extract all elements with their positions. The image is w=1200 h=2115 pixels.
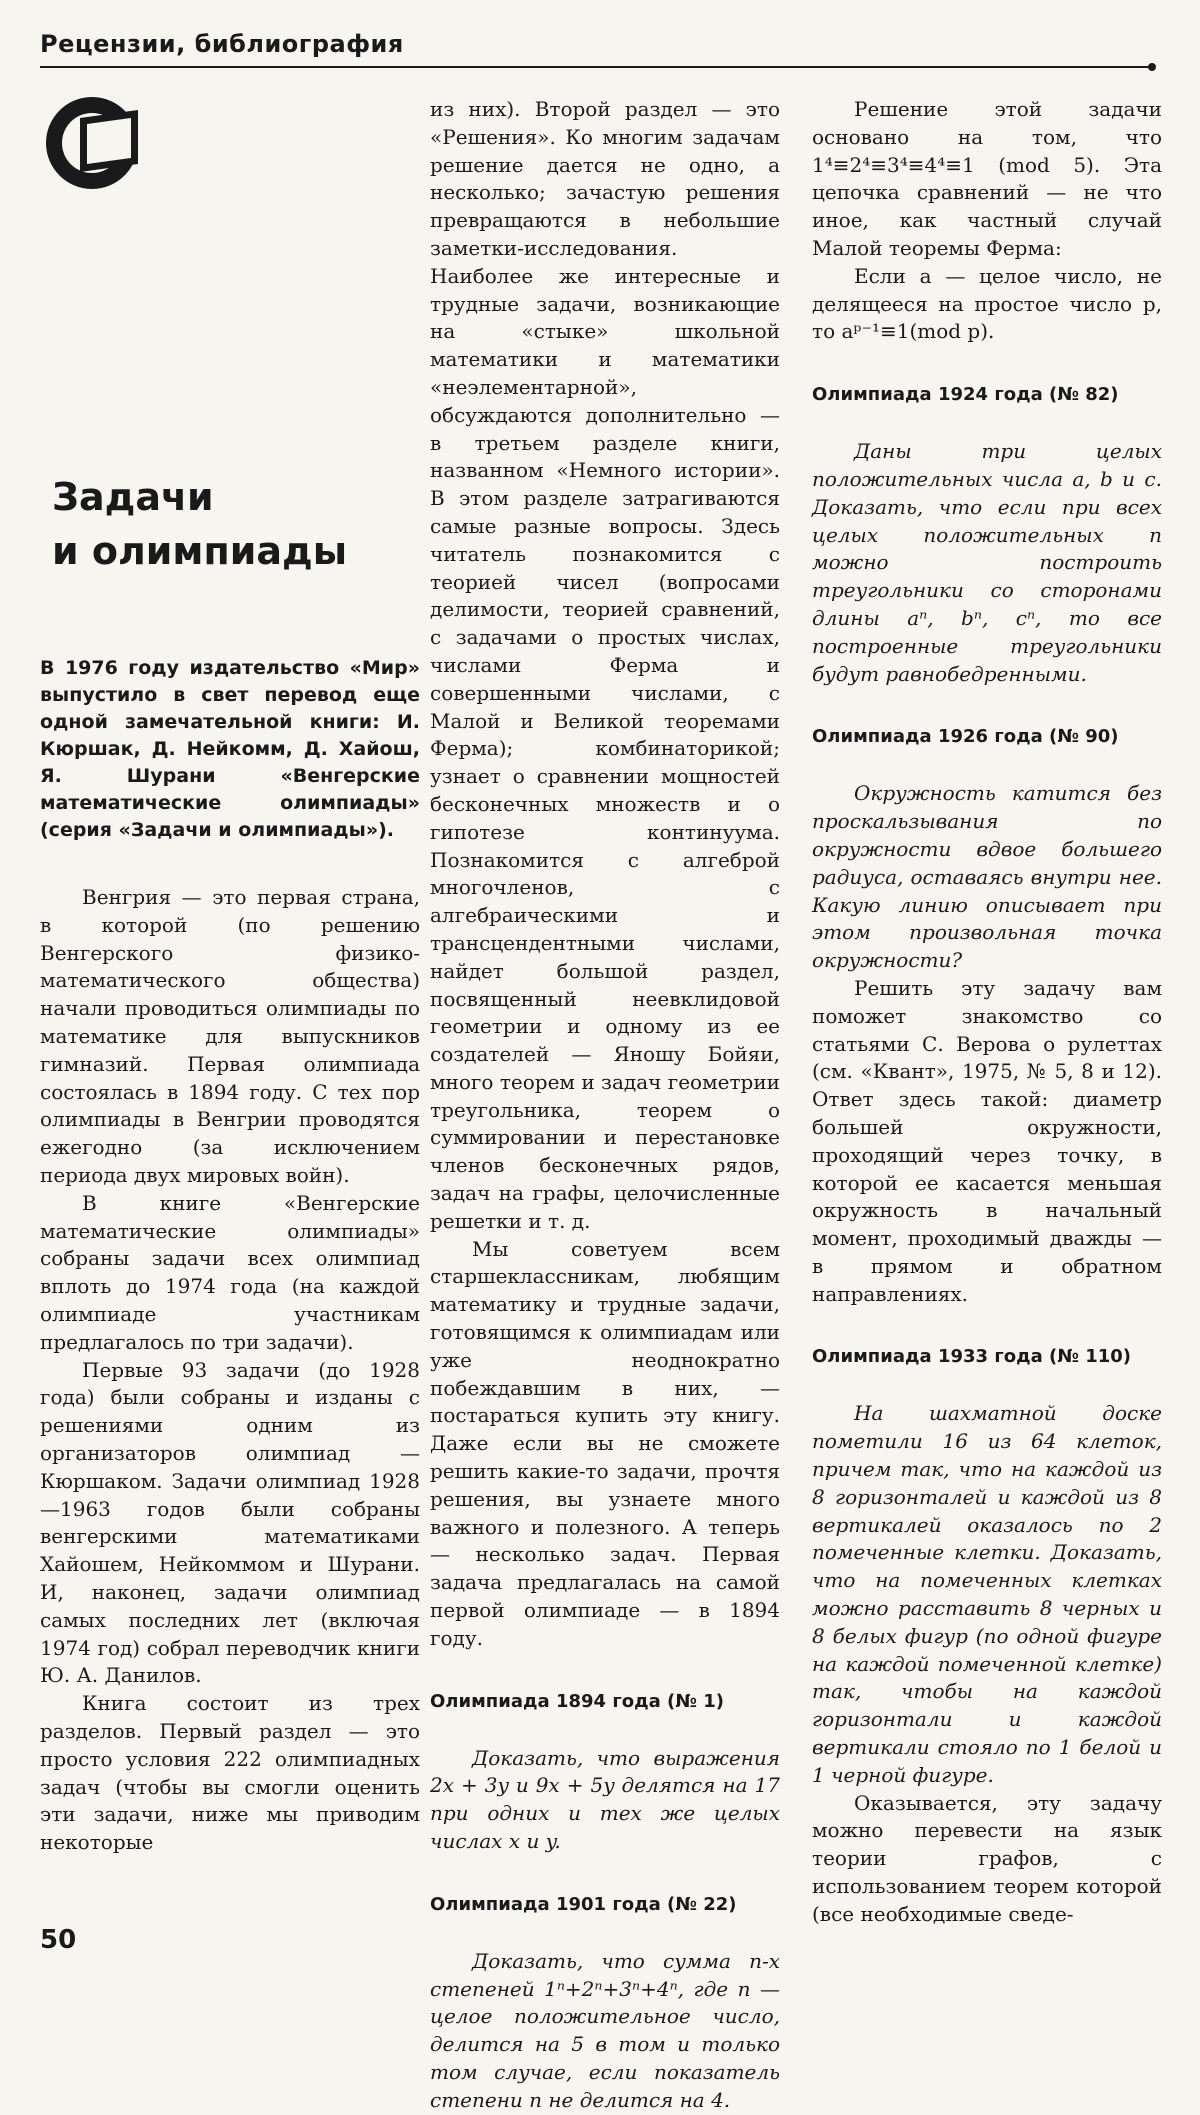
magazine-logo-icon: [40, 88, 150, 198]
intro-lead: В 1976 году издательство «Мир» выпустило в свет перевод еще одной замечательной книги: И. Кюршак, Д. Нейкомм, Д. Хайош, Я. Шурани «Венгерские математические олимпиады» (серия «Задачи и олимпиады»).: [40, 657, 420, 841]
page-number: 50: [40, 1925, 77, 1955]
olympiad-heading: Олимпиада 1894 года (№ 1): [430, 1690, 724, 1712]
olympiad-heading: Олимпиада 1901 года (№ 22): [430, 1893, 737, 1915]
problem-text: Доказать, что выражения 2x + 3y и 9x + 5y делятся на 17 при одних и тех же целых числах x и y.: [430, 1745, 780, 1854]
paragraph: Первые 93 задачи (до 1928 года) были собраны и изданы с решениями одним из организаторов олимпиад — Кюршаком. Задачи олимпиад 1928—1963 годов были собраны венгерскими математиками Хайошем, Нейкоммом и Шурани. И, наконец, задачи олимпиад самых последних лет (включая 1974 год) собрал переводчик книги Ю. А. Данилов.: [40, 1357, 420, 1688]
paragraph: Венгрия — это первая страна, в которой (по решению Венгерского физико-математического общества) начали проводиться олимпиады по математике для выпускников гимназий. Первая олимпиада состоялась в 1894 году. С тех пор олимпиады в Венгрии проводятся ежегодно (за исключением периода двух мировых войн).: [40, 885, 420, 1187]
problem-text: На шахматной доске пометили 16 из 64 клеток, причем так, что на каждой из 8 горизонталей и каждой из 8 вертикалей оказалось по 2 помеченные клетки. Доказать, что на помеченных клетках можно расставить 8 черных и 8 белых фигур (по одной фигуре на каждой помеченной клетке) так, чтобы на каждой горизонтали и каждой вертикали стояло по 1 белой и 1 черной фигуре.: [812, 1401, 1162, 1787]
title-line-1: Задачи: [52, 475, 214, 519]
olympiad-heading: Олимпиада 1924 года (№ 82): [812, 384, 1119, 406]
olympiad-heading: Олимпиада 1933 года (№ 110): [812, 1346, 1131, 1368]
problem-text: Окружность катится без проскальзывания по окружности вдвое большего радиуса, оставаясь внутри нее. Какую линию описывает при этом произвольная точка окружности?: [812, 781, 1162, 973]
solution-text: Оказывается, эту задачу можно перевести на язык теории графов, с использованием теорем которой (все необходимые сведе-: [812, 1790, 1162, 1926]
paragraph: Мы советуем всем старшеклассникам, любящим математику и трудные задачи, готовящимся к олимпиадам или уже неоднократно побеждавшим в них, — постараться купить эту книгу. Даже если вы не сможете решить какие-то задачи, прочтя решения, вы узнаете много важного и полезного. А теперь — несколько задач. Первая задача предлагалась на самой первой олимпиаде — в 1894 году.: [430, 1236, 780, 1650]
paragraph: В книге «Венгерские математические олимпиады» собраны задачи всех олимпиад вплоть до 1974 года (на каждой олимпиаде участникам предлагалось по три задачи).: [40, 1190, 420, 1354]
paragraph: Книга состоит из трех разделов. Первый раздел — это просто условия 222 олимпиадных задач (чтобы вы смогли оценить эти задачи, ниже мы приводим некоторые: [40, 1691, 420, 1855]
solution-text: Решить эту задачу вам поможет знакомство со статьями С. Верова о рулеттах (см. «Квант», 1975, № 5, 8 и 12). Ответ здесь такой: диаметр большей окружности, проходящий через точку, в которой ее касается меньшая окружность в начальный момент, проходимый дважды — в прямом и обратном направлениях.: [812, 975, 1162, 1306]
title-line-2: и олимпиады: [52, 529, 348, 573]
olympiad-heading: Олимпиада 1926 года (№ 90): [812, 726, 1119, 748]
paragraph: из них). Второй раздел — это «Решения». Ко многим задачам решение дается не одно, а несколько; зачастую решения превращаются в небольшие заметки-исследования. Наиболее же интересные и трудные задачи, возникающие на «стыке» школьной математики и математики «неэлементарной», обсуждаются дополнительно — в третьем разделе книги, названном «Немного истории». В этом разделе затрагиваются самые разные вопросы. Здесь читатель познакомится с теорией чисел (вопросами делимости, теорией сравнений, с задачами о простых числах, числами Ферма и совершенными числами, с Малой и Великой теоремами Ферма); комбинаторикой; узнает о сравнении мощностей бесконечных множеств и о гипотезе континуума. Познакомится с алгеброй многочленов, с алгебраическими и трансцендентными числами, найдет большой раздел, посвященный неевклидовой геометрии и одному из ее создателей — Яношу Бойяи, много теорем и задач геометрии треугольника, теорем о суммировании и перестановке членов бесконечных рядов, задач на графы, целочисленные решетки и т. д.: [430, 97, 780, 1233]
column-2: [430, 96, 780, 2115]
solution-text: Если a — целое число, не делящееся на простое число p, то aᵖ⁻¹≡1(mod p).: [812, 263, 1162, 344]
solution-text: Решение этой задачи основано на том, что 1⁴≡2⁴≡3⁴≡4⁴≡1 (mod 5). Эта цепочка сравнений — не что иное, как частный случай Малой теоремы Ферма:: [812, 97, 1162, 260]
section-label: Рецензии, библиография: [40, 30, 404, 58]
problem-text: Доказать, что сумма n-х степеней 1ⁿ+2ⁿ+3ⁿ+4ⁿ, где n — целое положительное число, делится на 5 в том и только том случае, если показатель степени n не делится на 4.: [430, 1948, 780, 2112]
column-3: [812, 96, 1162, 1929]
column-1-body: [40, 884, 420, 1857]
problem-text: Даны три целых положительных числа a, b и c. Доказать, что если при всех целых положительных n можно построить треугольники со сторонами длины aⁿ, bⁿ, cⁿ, то все построенные треугольники будут равнобедренными.: [812, 439, 1162, 686]
header-rule: [40, 66, 1150, 68]
column-1: [40, 470, 420, 1857]
